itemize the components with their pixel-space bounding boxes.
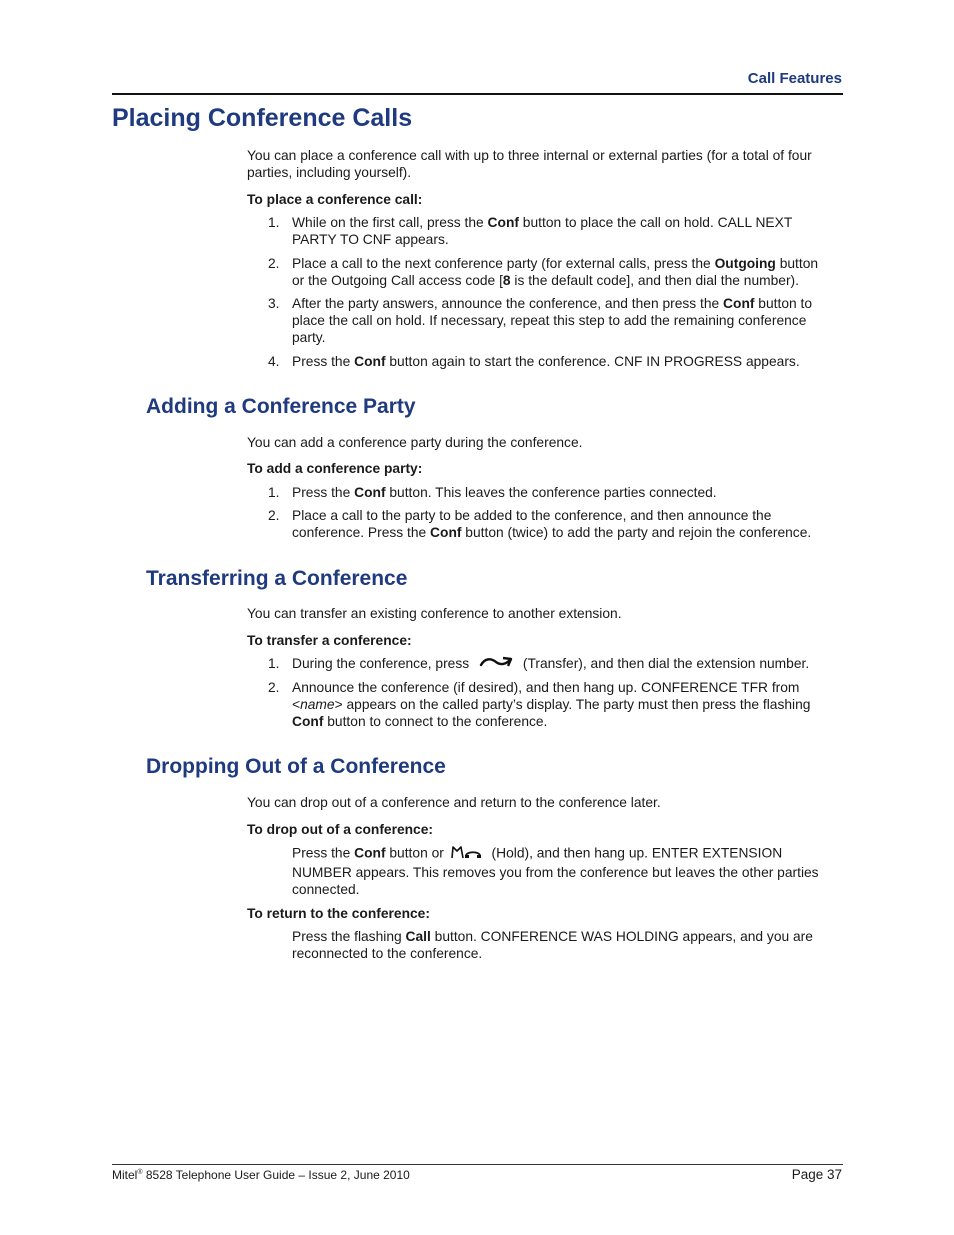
heading-dropping: Dropping Out of a Conference [146, 755, 446, 778]
transfer-key-icon [479, 655, 513, 673]
dropping-para-2: Press the flashing Call button. CONFERENCE WAS HOLDING appears, and you are reconnected to the conference. [292, 929, 813, 961]
footer-rule [112, 1164, 843, 1165]
heading-transferring: Transferring a Conference [146, 567, 408, 590]
step-number: 3. [268, 296, 280, 311]
dropping-lead-1: To drop out of a conference: [247, 822, 434, 837]
header-rule [112, 93, 843, 95]
dropping-lead-2: To return to the conference: [247, 906, 430, 921]
transferring-intro: You can transfer an existing conference to another extension. [247, 606, 622, 621]
dropping-para-1: Press the Conf button or (Hold), and then hang up. ENTER EXTENSION NUMBER appears. This removes you from the conference but leaves the other parties connected. [292, 845, 819, 897]
adding-intro: You can add a conference party during the conference. [247, 435, 583, 450]
heading-adding: Adding a Conference Party [146, 395, 416, 418]
placing-intro: You can place a conference call with up to three internal or external parties (for a total of four parties, including yourself). [247, 148, 812, 180]
hold-key-icon [450, 844, 484, 864]
running-header: Call Features [747, 70, 842, 87]
page-title: Placing Conference Calls [112, 104, 413, 132]
adding-lead: To add a conference party: [247, 461, 423, 476]
step-number: 1. [268, 485, 280, 500]
step-number: 1. [268, 215, 280, 230]
step-number: 2. [268, 256, 280, 271]
step-number: 2. [268, 680, 280, 695]
step-number: 2. [268, 508, 280, 523]
placing-lead: To place a conference call: [247, 192, 423, 207]
footer-title: Mitel® 8528 Telephone User Guide – Issue 2, June 2010 [112, 1168, 410, 1182]
step-number: 1. [268, 656, 280, 671]
step-number: 4. [268, 354, 280, 369]
dropping-intro: You can drop out of a conference and return to the conference later. [247, 795, 661, 810]
page-number: Page 37 [791, 1167, 842, 1182]
transferring-lead: To transfer a conference: [247, 633, 412, 648]
